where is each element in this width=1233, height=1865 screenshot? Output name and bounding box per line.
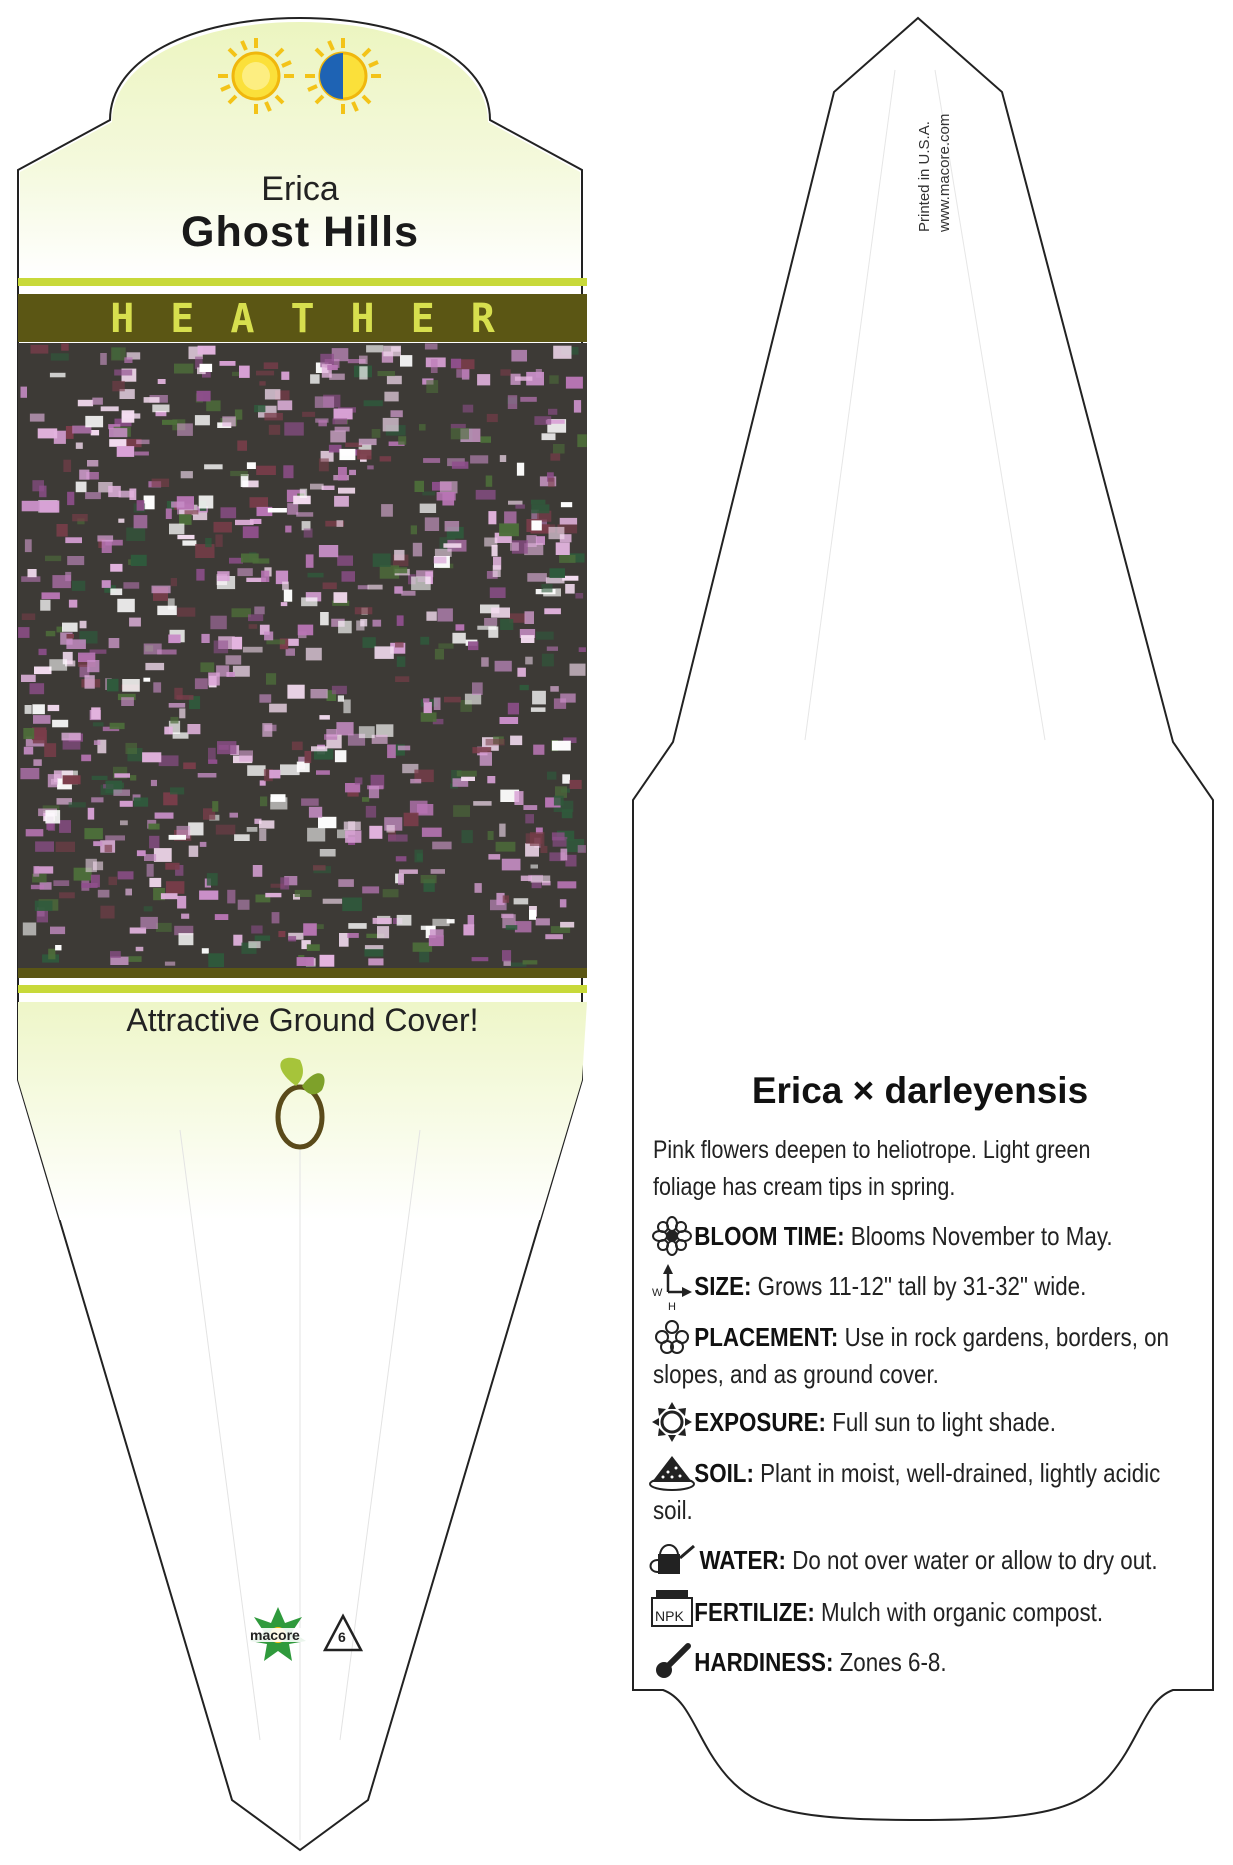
attr-value: Grows 11-12" tall by 31-32" wide. — [757, 1271, 1087, 1301]
attr-size — [653, 1268, 1213, 1305]
attr-bloom-time — [653, 1218, 1213, 1255]
attr-label: SIZE: — [694, 1271, 752, 1301]
attr-label: BLOOM TIME: — [694, 1221, 845, 1251]
attr-exposure — [653, 1404, 1213, 1441]
attr-label: SOIL: — [694, 1458, 754, 1488]
attr-value: Zones 6-8. — [839, 1647, 947, 1677]
genus-name: Erica — [261, 170, 339, 208]
tagline: Attractive Ground Cover! — [126, 1002, 479, 1038]
attr-value: Full sun to light shade. — [832, 1407, 1056, 1437]
attr-water — [653, 1542, 1233, 1579]
svg-text:H: H — [668, 1301, 676, 1313]
species-name: Erica × darleyensis — [751, 1070, 1089, 1111]
attr-value: Mulch with organic compost. — [820, 1597, 1104, 1627]
attr-soil — [653, 1455, 1233, 1529]
attr-value: Plant in moist, well-drained, lightly acidic soil. — [653, 1458, 1161, 1525]
cultivar-name: Ghost Hills — [181, 208, 419, 256]
printed-in: Printed in U.S.A. — [916, 121, 933, 232]
attr-label: HARDINESS: — [694, 1647, 834, 1677]
lime-bar-bottom — [18, 985, 587, 993]
recycle-code: 6 — [338, 1629, 346, 1645]
attr-placement — [653, 1319, 1233, 1393]
svg-text:W: W — [652, 1287, 663, 1299]
svg-text:NPK: NPK — [655, 1608, 684, 1624]
attr-value: Blooms November to May. — [850, 1221, 1113, 1251]
olive-bar-bottom — [18, 968, 587, 978]
brand-logo-text: macore — [250, 1627, 300, 1643]
attr-label: WATER: — [699, 1545, 786, 1575]
attr-value: Use in rock gardens, borders, on slopes, and as ground cover. — [653, 1322, 1169, 1389]
attr-label: PLACEMENT: — [694, 1322, 839, 1352]
lime-bar-top — [18, 278, 587, 286]
attr-fertilize — [653, 1594, 1213, 1631]
attr-label: EXPOSURE: — [694, 1407, 826, 1437]
common-name: HEATHER — [110, 296, 531, 342]
attr-value: Do not over water or allow to dry out. — [792, 1545, 1158, 1575]
description: Pink flowers deepen to heliotrope. Light green foliage has cream tips in spring. — [653, 1136, 1091, 1201]
attr-label: FERTILIZE: — [694, 1597, 815, 1627]
heather-photo — [18, 343, 587, 968]
website: www.macore.com — [936, 113, 953, 232]
attr-hardiness — [653, 1644, 1213, 1681]
